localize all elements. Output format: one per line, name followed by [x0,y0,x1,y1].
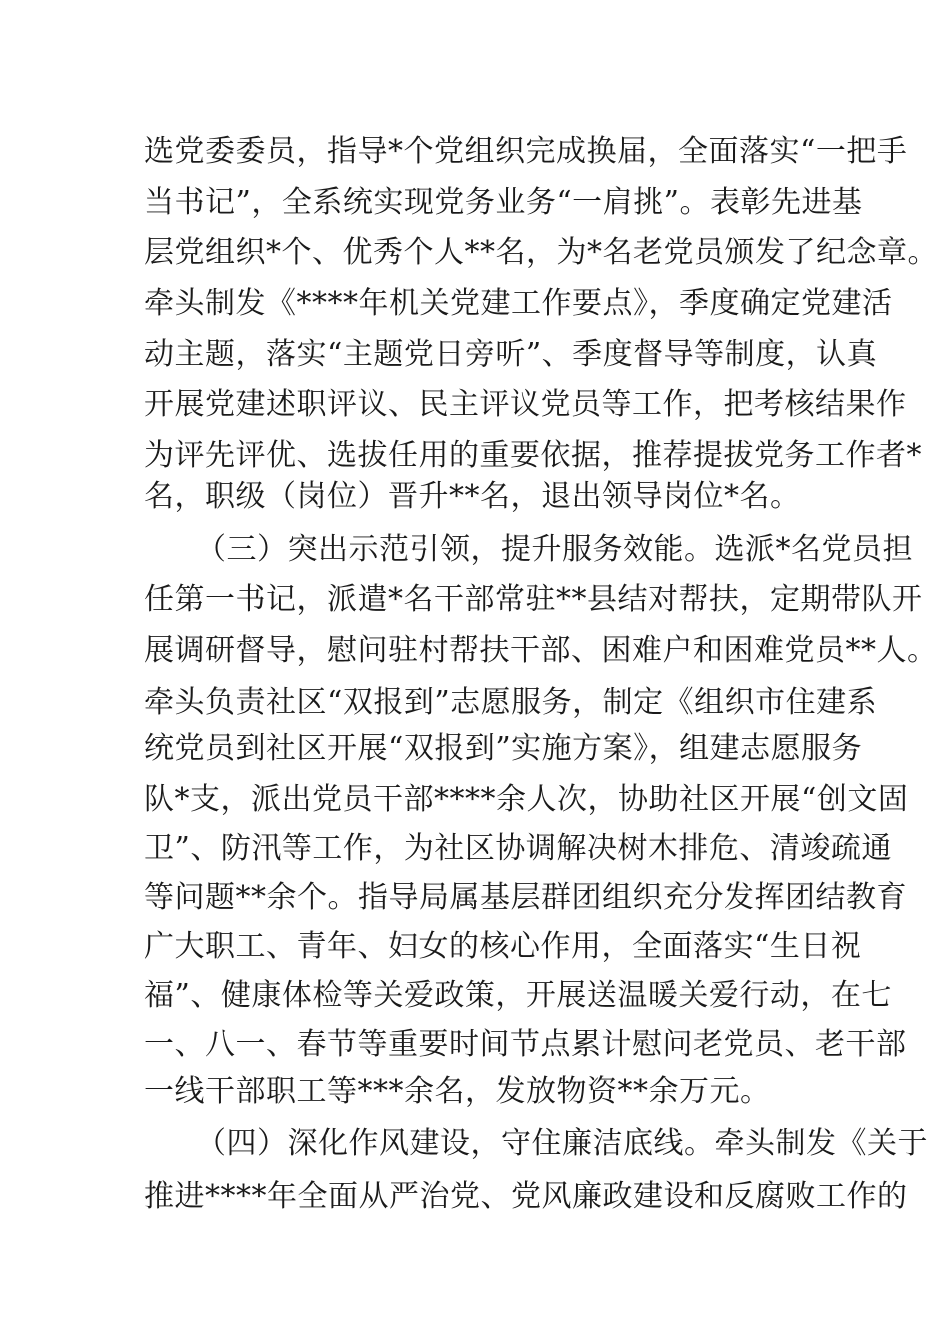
text-line: 选党委委员，指导*个党组织完成换届，全面落实“一把手 [144,134,908,169]
text-line: 层党组织*个、优秀个人**名，为*名老党员颁发了纪念章。 [144,235,938,270]
text-line: 统党员到社区开展“双报到”实施方案》，组建志愿服务 [144,731,863,766]
text-line: 牵头制发《****年机关党建工作要点》，季度确定党建活 [144,286,893,321]
text-line: 广大职工、青年、妇女的核心作用，全面落实“生日祝 [144,929,862,964]
text-line: 当书记”，全系统实现党务业务“一肩挑”。表彰先进基 [144,185,863,220]
section-heading-4: （四）深化作风建设，守住廉洁底线。牵头制发《关于 [196,1126,928,1161]
text-line: 一线干部职工等***余名，发放物资**余万元。 [144,1074,771,1109]
text-line: 展调研督导，慰问驻村帮扶干部、困难户和困难党员**人。 [144,633,938,668]
text-line: 名，职级（岗位）晋升**名，退出领导岗位*名。 [144,479,801,514]
text-line: 推进****年全面从严治党、党风廉政建设和反腐败工作的 [144,1179,908,1214]
text-line: 开展党建述职评议、民主评议党员等工作，把考核结果作 [144,387,907,422]
section-heading-3: （三）突出示范引领，提升服务效能。选派*名党员担 [196,532,913,567]
text-line: 卫”、防汛等工作，为社区协调解决树木排危、清竣疏通 [144,831,892,866]
text-line: 牵头负责社区“双报到”志愿服务，制定《组织市住建系 [144,685,878,720]
text-line: 一、八一、春节等重要时间节点累计慰问老党员、老干部 [144,1027,907,1062]
text-line: 队*支，派出党员干部****余人次，协助社区开展“创文固 [144,782,909,817]
text-line: 等问题**余个。指导局属基层群团组织充分发挥团结教育 [144,880,907,915]
text-line: 为评先评优、选拔任用的重要依据，推荐提拔党务工作者* [144,438,922,473]
text-line: 动主题，落实“主题党日旁听”、季度督导等制度，认真 [144,337,878,372]
text-line: 福”、健康体检等关爱政策，开展送温暖关爱行动，在七 [144,978,892,1013]
text-line: 任第一书记，派遣*名干部常驻**县结对帮扶，定期带队开 [144,582,923,617]
